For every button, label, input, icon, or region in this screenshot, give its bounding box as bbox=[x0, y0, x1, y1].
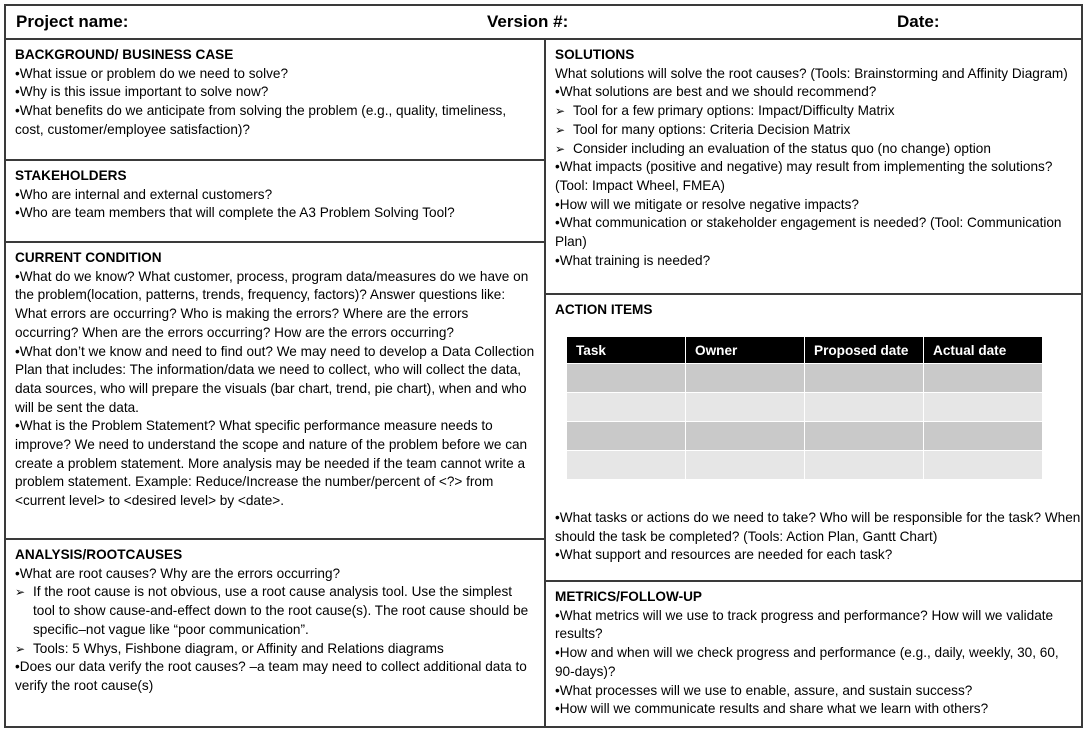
table-header-row bbox=[567, 337, 1042, 363]
arrow-item bbox=[555, 102, 1074, 121]
arrow-item-text: If the root cause is not obvious, use a root cause analysis tool. Use the simplest tool to show cause-and-effect down to the root cause(s). The root cause should be specific–not vague like “poor communication”. bbox=[33, 584, 529, 637]
section-title: SOLUTIONS bbox=[555, 47, 635, 62]
section-title: BACKGROUND/ BUSINESS CASE bbox=[15, 47, 234, 62]
a3-form bbox=[4, 4, 1083, 728]
section-title: CURRENT CONDITION bbox=[15, 250, 162, 265]
section-stakeholders bbox=[6, 163, 544, 227]
arrow-bullet-icon: ➢ bbox=[15, 585, 26, 600]
arrow-item bbox=[555, 121, 1074, 140]
arrow-bullet-icon: ➢ bbox=[555, 122, 566, 137]
table-row bbox=[567, 393, 1042, 421]
table-cell[interactable] bbox=[686, 451, 804, 479]
prompt-line: •What is the Problem Statement? What specific performance measure needs to improve? We need to understand the scope and nature of the problem before we can create a problem statement. More analysis may be needed if the team cannot write a problem statement. Example: Reduce/Increase the number/percent of <?> from <current level> to <desired level> by <date>. bbox=[15, 418, 528, 509]
prompt-line: •What tasks or actions do we need to take? Who will be responsible for the task? When should the task be completed? (Tools: Action Plan, Gantt Chart) bbox=[555, 510, 1081, 544]
section-divider bbox=[6, 159, 544, 161]
table-cell[interactable] bbox=[567, 422, 685, 450]
section-current-condition bbox=[6, 245, 544, 515]
section-title: STAKEHOLDERS bbox=[15, 168, 127, 183]
prompt-line: •How will we communicate results and share what we learn with others? bbox=[555, 701, 989, 717]
prompt-line: •Does our data verify the root causes? –a team may need to collect additional data to verify the root cause(s) bbox=[15, 659, 527, 693]
prompt-line: •What processes will we use to enable, assure, and sustain success? bbox=[555, 682, 973, 698]
arrow-item-text: Tool for a few primary options: Impact/Difficulty Matrix bbox=[573, 103, 895, 119]
section-divider bbox=[546, 580, 1083, 582]
table-cell[interactable] bbox=[686, 364, 804, 392]
form-header bbox=[6, 6, 1081, 40]
prompt-line: •What issue or problem do we need to solve? bbox=[15, 65, 289, 81]
action-items-table bbox=[566, 336, 1043, 480]
arrow-item-text: Tool for many options: Criteria Decision Matrix bbox=[573, 121, 851, 137]
arrow-item bbox=[15, 640, 535, 659]
section-title: ANALYSIS/ROOTCAUSES bbox=[15, 547, 183, 562]
section-title: ACTION ITEMS bbox=[555, 302, 653, 317]
table-cell[interactable] bbox=[924, 393, 1042, 421]
prompt-line: •What are root causes? Why are the errors occurring? bbox=[15, 565, 341, 581]
prompt-line: •Why is this issue important to solve now? bbox=[15, 84, 269, 100]
column-header-proposed-date: Proposed date bbox=[805, 337, 923, 363]
section-divider bbox=[6, 241, 544, 243]
column-header-actual-date: Actual date bbox=[924, 337, 1042, 363]
table-cell[interactable] bbox=[924, 422, 1042, 450]
prompt-line: •How and when will we check progress and performance (e.g., daily, weekly, 30, 60, 90-days)? bbox=[555, 645, 1059, 679]
column-header-task: Task bbox=[567, 337, 685, 363]
section-title: METRICS/FOLLOW-UP bbox=[555, 589, 702, 604]
table-cell[interactable] bbox=[567, 451, 685, 479]
section-metrics bbox=[546, 584, 1083, 723]
table-cell[interactable] bbox=[805, 422, 923, 450]
table-cell[interactable] bbox=[805, 393, 923, 421]
prompt-line: •Who are internal and external customers? bbox=[15, 186, 273, 202]
prompt-line: What solutions will solve the root causes? (Tools: Brainstorming and Affinity Diagram) bbox=[555, 65, 1068, 81]
table-cell[interactable] bbox=[924, 451, 1042, 479]
prompt-line: •Who are team members that will complete the A3 Problem Solving Tool? bbox=[15, 205, 455, 221]
prompt-line: •How will we mitigate or resolve negative impacts? bbox=[555, 196, 859, 212]
arrow-bullet-icon: ➢ bbox=[555, 104, 566, 119]
table-cell[interactable] bbox=[805, 451, 923, 479]
section-solutions bbox=[546, 42, 1083, 274]
section-background bbox=[6, 42, 544, 144]
project-name-label: Project name: bbox=[16, 12, 129, 31]
prompt-line: •What impacts (positive and negative) may result from implementing the solutions? (Tool: Impact Wheel, FMEA) bbox=[555, 159, 1053, 193]
prompt-line: •What do we know? What customer, process, program data/measures do we have on the problem(location, patterns, trends, frequency, factors)? Answer questions like: What errors are occurring? Who is making the errors? Where are the errors occurring? When are the errors occurring? How are the errors occurring? bbox=[15, 268, 529, 340]
section-divider bbox=[546, 293, 1083, 295]
table-cell[interactable] bbox=[567, 364, 685, 392]
section-divider bbox=[6, 538, 544, 540]
arrow-item-text: Tools: 5 Whys, Fishbone diagram, or Affinity and Relations diagrams bbox=[33, 640, 444, 656]
table-cell[interactable] bbox=[686, 393, 804, 421]
prompt-line: •What don’t we know and need to find out? We may need to develop a Data Collection Plan that includes: The information/data we need to collect, who will collect the data, data sources, who will prepare the visuals (bar chart, trend, pie chart), when and who will be sent the data. bbox=[15, 343, 535, 415]
table-cell[interactable] bbox=[686, 422, 804, 450]
arrow-bullet-icon: ➢ bbox=[15, 641, 26, 656]
prompt-line: •What benefits do we anticipate from solving the problem (e.g., quality, timeliness, cost, customer/employee satisfaction)? bbox=[15, 103, 507, 137]
section-analysis bbox=[6, 542, 544, 700]
prompt-line: •What support and resources are needed for each task? bbox=[555, 547, 893, 563]
arrow-bullet-icon: ➢ bbox=[555, 141, 566, 156]
prompt-line: •What training is needed? bbox=[555, 252, 711, 268]
action-items-prompts bbox=[555, 509, 1085, 565]
table-cell[interactable] bbox=[924, 364, 1042, 392]
section-action-items bbox=[546, 297, 1083, 324]
table-row bbox=[567, 364, 1042, 392]
arrow-item bbox=[15, 583, 535, 639]
table-cell[interactable] bbox=[567, 393, 685, 421]
table-cell[interactable] bbox=[805, 364, 923, 392]
column-header-owner: Owner bbox=[686, 337, 804, 363]
table-row bbox=[567, 422, 1042, 450]
prompt-line: •What metrics will we use to track progress and performance? How will we validate results? bbox=[555, 607, 1054, 642]
version-label: Version #: bbox=[487, 12, 569, 31]
date-label: Date: bbox=[897, 12, 940, 31]
prompt-line: •What solutions are best and we should recommend? bbox=[555, 84, 877, 100]
arrow-item bbox=[555, 140, 1074, 159]
prompt-line: •What communication or stakeholder engagement is needed? (Tool: Communication Plan) bbox=[555, 215, 1062, 250]
table-row bbox=[567, 451, 1042, 479]
arrow-item-text: Consider including an evaluation of the status quo (no change) option bbox=[573, 140, 991, 156]
